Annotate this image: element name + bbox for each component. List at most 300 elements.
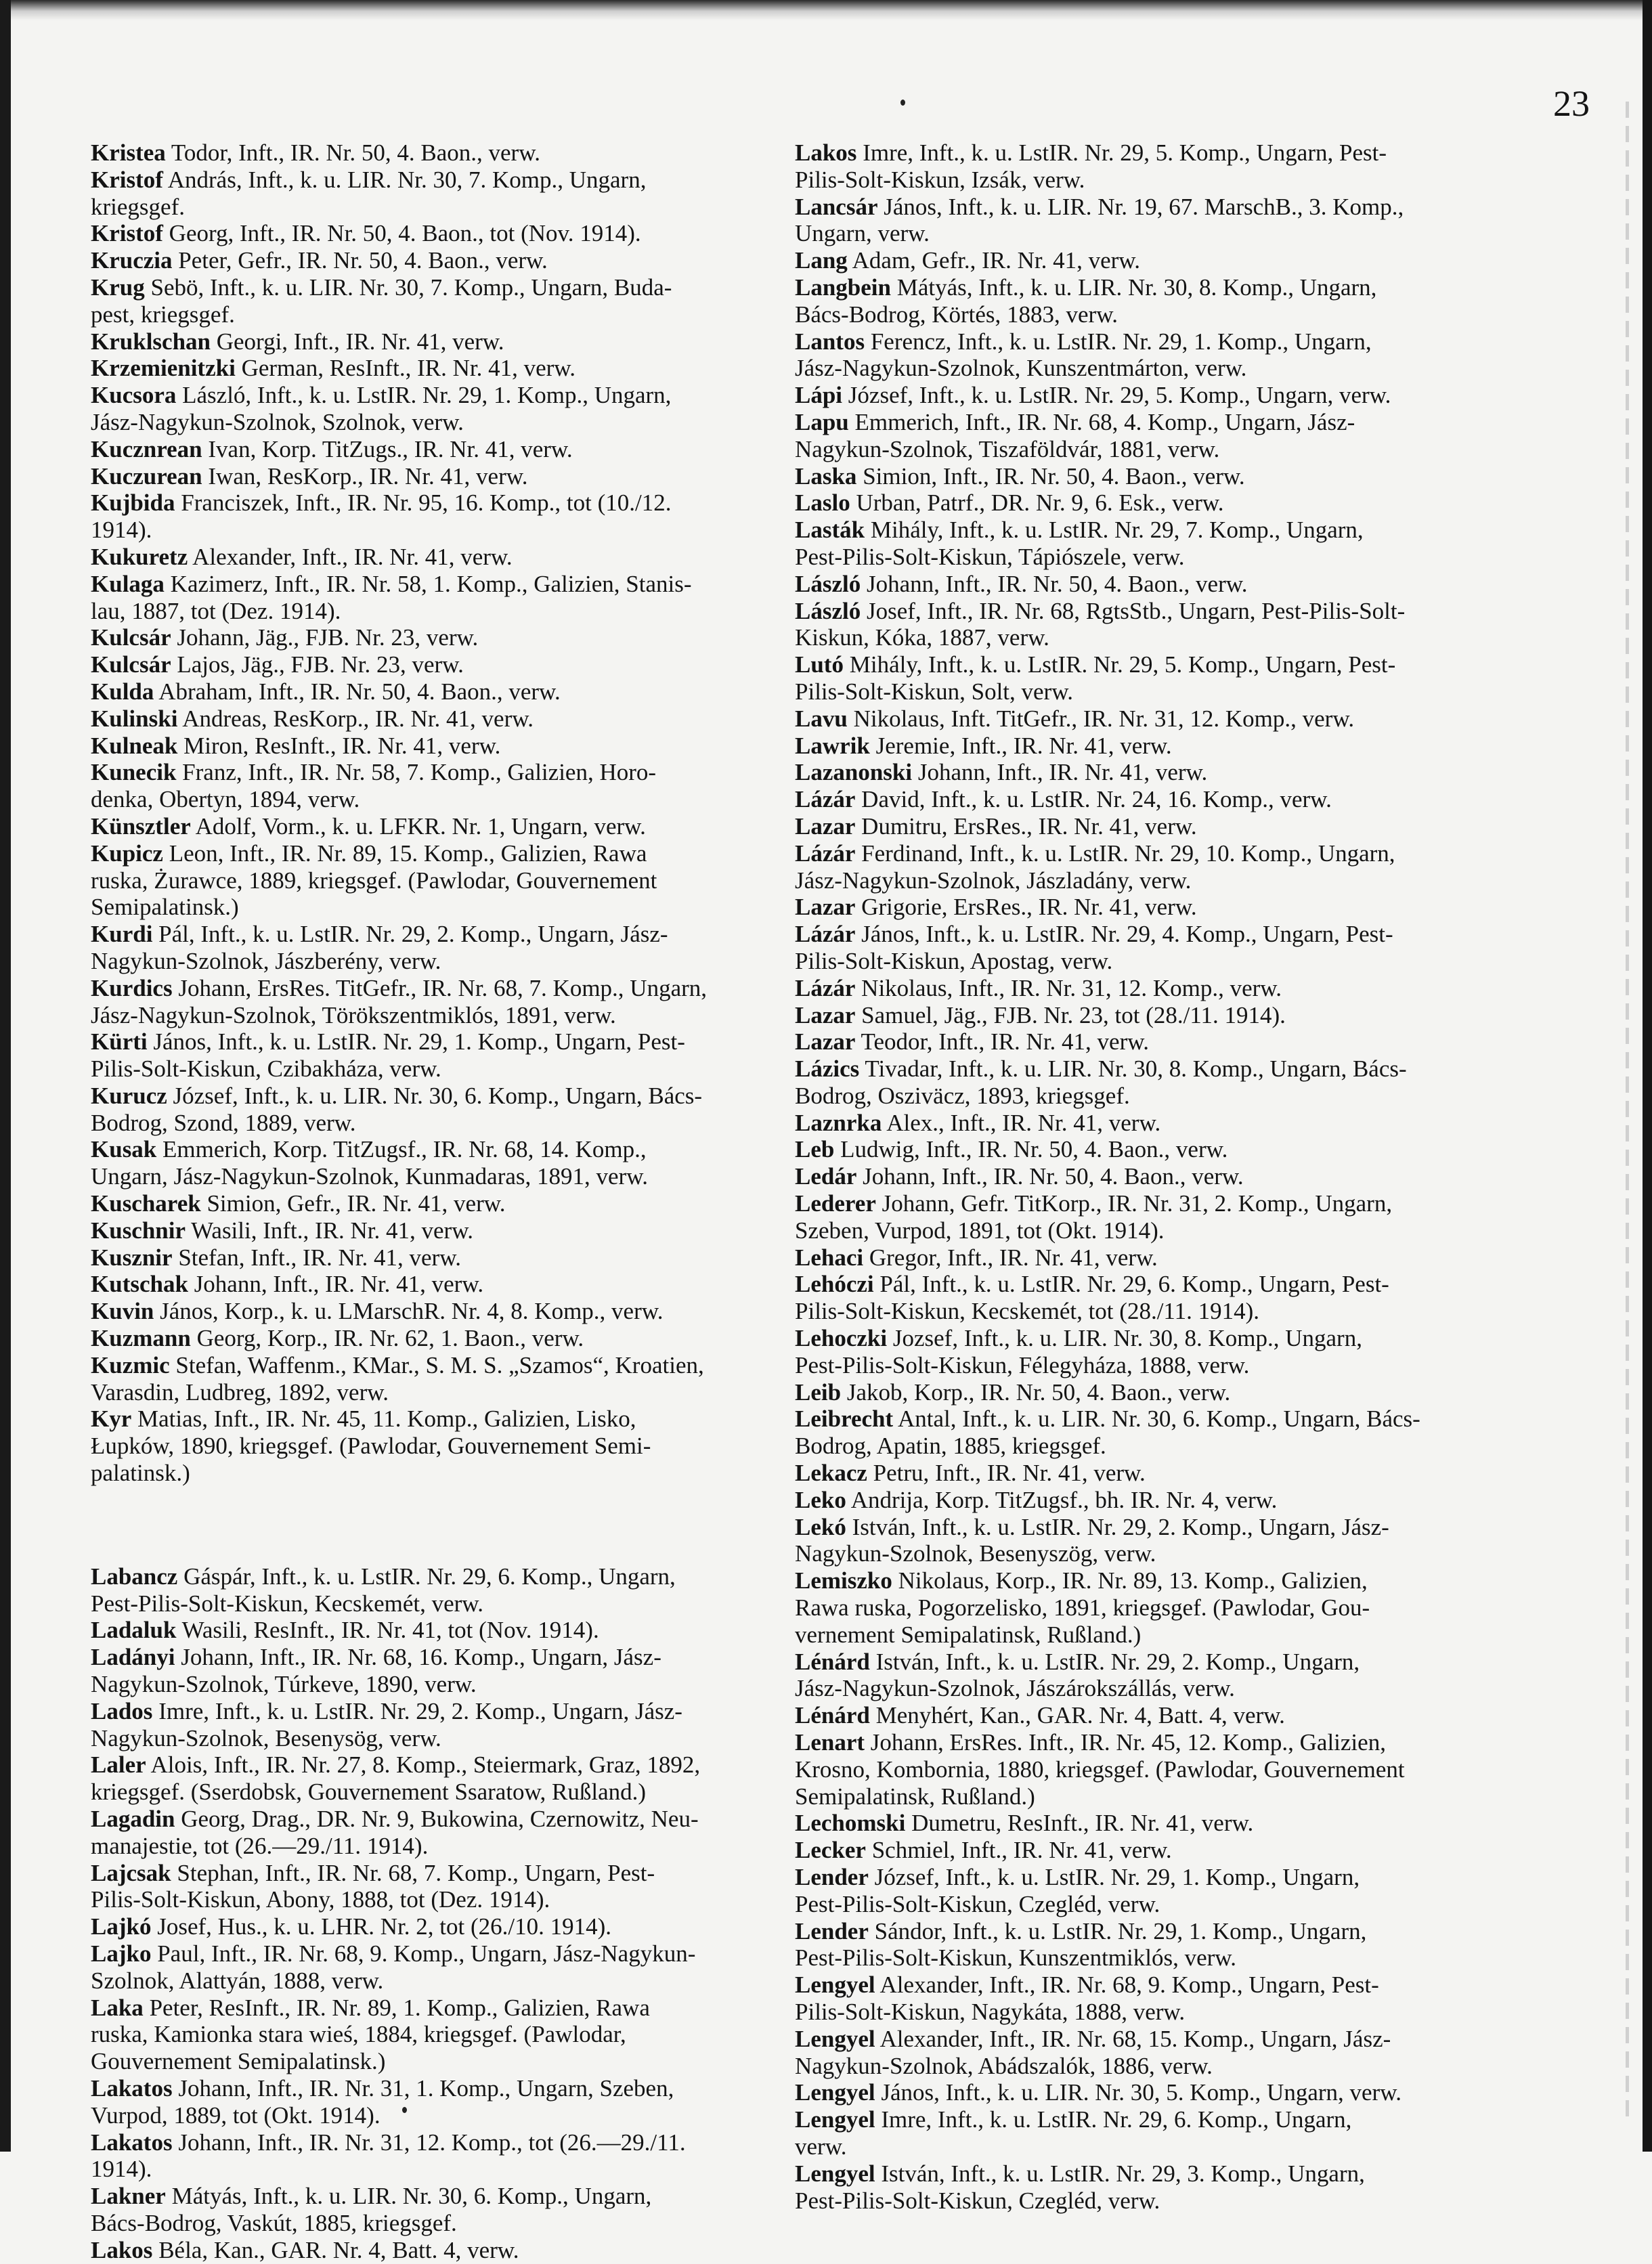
entry-surname: Lecker [795, 1837, 866, 1864]
entry-details: János, Inft., k. u. LstIR. Nr. 29, 1. Komp., Ungarn, Pest- Pilis-Solt-Kiskun, Czibakháza, verw. [91, 1028, 685, 1083]
entry-details: Johann, ErsRes. TitGefr., IR. Nr. 68, 7. Komp., Ungarn, Jász-Nagykun-Szolnok, Törökszentmiklós, 1891, verw. [91, 974, 708, 1028]
entry-surname: Kutschak [91, 1271, 188, 1298]
register-entry [795, 813, 1473, 840]
entry-surname: Lajkó [91, 1913, 152, 1940]
register-entry [91, 1860, 768, 1914]
register-entry [91, 1083, 768, 1137]
register-entry [91, 2237, 768, 2264]
register-entry [91, 463, 768, 490]
entry-details: Stefan, Waffenm., KMar., S. M. S. „Szamos“, Kroatien, Varasdin, Ludbreg, 1892, verw. [91, 1351, 704, 1406]
register-entry [795, 1163, 1473, 1190]
entry-details: Iwan, ResKorp., IR. Nr. 41, verw. [208, 462, 528, 489]
register-entry [795, 1649, 1473, 1703]
entry-surname: Kucznrean [91, 435, 202, 462]
entry-details: Pál, Inft., k. u. LstIR. Nr. 29, 6. Komp., Ungarn, Pest- Pilis-Solt-Kiskun, Kecskemét, tot (28./11. 1914). [795, 1271, 1389, 1325]
entry-surname: Lázár [795, 974, 856, 1001]
register-entry [91, 1325, 768, 1352]
entry-surname: Kulneak [91, 732, 178, 759]
page-number: 23 [1553, 83, 1590, 124]
entry-details: Imre, Inft., k. u. LstIR. Nr. 29, 5. Komp., Ungarn, Pest- Pilis-Solt-Kiskun, Izsák, verw. [795, 139, 1387, 193]
entry-details: David, Inft., k. u. LstIR. Nr. 24, 16. Komp., verw. [861, 786, 1332, 813]
entry-details: Ferencz, Inft., k. u. LstIR. Nr. 29, 1. Komp., Ungarn, Jász-Nagykun-Szolnok, Kunszentmárton, verw. [795, 328, 1372, 382]
entry-surname: Leb [795, 1136, 835, 1163]
entry-details: Todor, Inft., IR. Nr. 50, 4. Baon., verw. [171, 139, 540, 166]
entry-surname: Lavu [795, 705, 848, 732]
register-entry [795, 1406, 1473, 1460]
register-entry [91, 1352, 768, 1406]
entry-surname: Kucsora [91, 382, 177, 409]
entry-details: Leon, Inft., IR. Nr. 89, 15. Komp., Galizien, Rawa ruska, Żurawce, 1889, kriegsgef. (Pawlodar, Gouvernement Semipalatinsk.) [91, 840, 657, 921]
register-entry [91, 2075, 768, 2129]
register-entry [795, 1028, 1473, 1055]
entry-surname: Lakatos [91, 2074, 173, 2102]
section-break [91, 1487, 768, 1563]
entry-details: János, Korp., k. u. LMarschR. Nr. 4, 8. Komp., verw. [160, 1298, 664, 1325]
entry-surname: Lengyel [795, 2106, 875, 2133]
register-entry [91, 247, 768, 274]
entry-surname: Lengyel [795, 1972, 875, 1999]
entry-surname: Leib [795, 1378, 842, 1406]
entry-details: Wasili, ResInft., IR. Nr. 41, tot (Nov. 1914). [181, 1617, 599, 1644]
entry-surname: Kunecik [91, 759, 177, 786]
register-entry [795, 1055, 1473, 1110]
entry-details: Nikolaus, Inft., IR. Nr. 31, 12. Komp., verw. [861, 974, 1282, 1001]
register-entry [91, 436, 768, 463]
register-entry [795, 382, 1473, 409]
entry-surname: Lasták [795, 517, 865, 544]
left-column-k-entries [91, 139, 768, 1487]
register-entry [91, 1617, 768, 1644]
register-entry [795, 1110, 1473, 1137]
entry-surname: Laslo [795, 489, 850, 517]
entry-surname: Lénárd [795, 1702, 870, 1729]
entry-details: Andrija, Korp. TitZugsf., bh. IR. Nr. 4, verw. [850, 1486, 1278, 1513]
register-entry [795, 571, 1473, 598]
entry-details: Johann, ErsRes. Inft., IR. Nr. 45, 12. Komp., Galizien, Krosno, Kombornia, 1880, kriegsgef. (Pawlodar, Gouvernement Semipalatinsk, Rußland.) [795, 1729, 1405, 1810]
entry-surname: Kristof [91, 166, 163, 193]
register-entry [91, 355, 768, 382]
entry-surname: Lajcsak [91, 1859, 171, 1886]
entry-details: Gáspár, Inft., k. u. LstIR. Nr. 29, 6. Komp., Ungarn, Pest-Pilis-Solt-Kiskun, Kecskemét, verw. [91, 1563, 676, 1617]
entry-surname: Kukuretz [91, 543, 188, 570]
entry-surname: Kupicz [91, 840, 163, 867]
register-entry [91, 489, 768, 544]
scan-left-edge [0, 0, 11, 2152]
register-entry [91, 651, 768, 678]
register-entry [795, 705, 1473, 733]
entry-details: Ludwig, Inft., IR. Nr. 50, 4. Baon., verw. [840, 1136, 1228, 1163]
entry-details: Emmerich, Inft., IR. Nr. 68, 4. Komp., Ungarn, Jász- Nagykun-Szolnok, Tiszaföldvár, 1881, verw. [795, 408, 1355, 462]
scan-right-edge [1643, 0, 1652, 2152]
entry-details: Imre, Inft., k. u. LstIR. Nr. 29, 6. Komp., Ungarn, verw. [795, 2106, 1352, 2160]
entry-surname: Lázár [795, 840, 856, 867]
register-entry [91, 1406, 768, 1486]
entry-details: Lajos, Jäg., FJB. Nr. 23, verw. [177, 651, 464, 678]
register-entry [795, 1729, 1473, 1810]
register-entry [795, 1810, 1473, 1837]
entry-surname: Kuczurean [91, 462, 202, 489]
entry-details: Jozsef, Inft., k. u. LIR. Nr. 30, 8. Komp., Ungarn, Pest-Pilis-Solt-Kiskun, Félegyháza, 1888, verw. [795, 1325, 1362, 1378]
entry-surname: Kuschnir [91, 1217, 186, 1244]
register-entry [91, 705, 768, 733]
register-entry [795, 1271, 1473, 1325]
entry-details: Andreas, ResKorp., IR. Nr. 41, verw. [182, 705, 534, 732]
register-entry [91, 2129, 768, 2183]
entry-surname: Lengyel [795, 2025, 875, 2052]
entry-details: Dumetru, ResInft., IR. Nr. 41, verw. [911, 1810, 1254, 1837]
register-entry [795, 598, 1473, 652]
entry-surname: Kulcsár [91, 651, 171, 678]
entry-surname: Lazanonski [795, 759, 913, 786]
entry-surname: Lender [795, 1917, 869, 1944]
scan-top-shadow [11, 0, 1652, 20]
entry-details: Johann, Inft., IR. Nr. 50, 4. Baon., verw. [866, 570, 1248, 597]
entry-details: Johann, Gefr. TitKorp., IR. Nr. 31, 2. Komp., Ungarn, Szeben, Vurpod, 1891, tot (Okt. 1914). [795, 1190, 1393, 1244]
entry-surname: Lajko [91, 1940, 152, 1967]
register-entry [795, 759, 1473, 786]
register-entry [795, 1379, 1473, 1406]
entry-surname: Lakatos [91, 2129, 173, 2156]
entry-details: Jeremie, Inft., IR. Nr. 41, verw. [875, 732, 1172, 759]
register-entry [795, 1190, 1473, 1244]
entry-surname: Kulda [91, 678, 154, 705]
register-entry [795, 1244, 1473, 1271]
entry-details: Teodor, Inft., IR. Nr. 41, verw. [861, 1028, 1149, 1055]
entry-details: József, Inft., k. u. LstIR. Nr. 29, 1. Komp., Ungarn, Pest-Pilis-Solt-Kiskun, Czegléd, verw. [795, 1864, 1360, 1917]
entry-details: Jakob, Korp., IR. Nr. 50, 4. Baon., verw. [846, 1378, 1231, 1406]
entry-surname: Lancsár [795, 193, 878, 220]
entry-details: Dumitru, ErsRes., IR. Nr. 41, verw. [861, 812, 1197, 840]
register-entry [91, 328, 768, 355]
entry-details: Imre, Inft., k. u. LstIR. Nr. 29, 2. Komp., Ungarn, Jász- Nagykun-Szolnok, Besenysög, verw. [91, 1697, 682, 1751]
entry-surname: Lakner [91, 2183, 166, 2210]
entry-surname: Kuzmic [91, 1351, 170, 1378]
entry-surname: Kurdi [91, 921, 153, 948]
entry-surname: Kruczia [91, 247, 173, 274]
entry-surname: Laler [91, 1751, 146, 1779]
entry-details: Grigorie, ErsRes., IR. Nr. 41, verw. [861, 894, 1197, 921]
entry-details: Johann, Inft., IR. Nr. 68, 16. Komp., Ungarn, Jász- Nagykun-Szolnok, Túrkeve, 1890, verw. [91, 1644, 661, 1698]
register-entry [91, 733, 768, 760]
entry-details: Urban, Patrf., DR. Nr. 9, 6. Esk., verw. [856, 489, 1224, 517]
register-entry [91, 1563, 768, 1617]
register-entry [795, 1136, 1473, 1163]
left-column-l-entries [91, 1563, 768, 2264]
entry-details: Josef, Hus., k. u. LHR. Nr. 2, tot (26./10. 1914). [157, 1913, 612, 1940]
register-entry [91, 813, 768, 840]
register-entry [795, 1972, 1473, 2026]
register-entry [91, 139, 768, 167]
entry-details: Johann, Inft., IR. Nr. 50, 4. Baon., verw. [863, 1163, 1244, 1190]
entry-details: Georg, Drag., DR. Nr. 9, Bukowina, Czernowitz, Neu- manajestie, tot (26.—29./11. 1914). [91, 1806, 699, 1859]
register-entry [795, 274, 1473, 328]
register-entry [91, 1136, 768, 1190]
ink-speck [900, 100, 905, 106]
entry-details: Petru, Inft., IR. Nr. 41, verw. [873, 1460, 1146, 1487]
entry-surname: Kürti [91, 1028, 148, 1055]
entry-surname: Kuvin [91, 1298, 154, 1325]
entry-surname: Kulinski [91, 705, 178, 732]
register-entry [91, 1644, 768, 1698]
scan-perforation [1626, 102, 1629, 2119]
register-entry [795, 1325, 1473, 1379]
entry-details: Peter, ResInft., IR. Nr. 89, 1. Komp., Galizien, Rawa ruska, Kamionka stara wieś, 1884, kriegsgef. (Pawlodar, Gouvernement Semipalatinsk.) [91, 1994, 650, 2075]
entry-details: Nikolaus, Inft. TitGefr., IR. Nr. 31, 12. Komp., verw. [853, 705, 1355, 732]
entry-surname: Lázics [795, 1055, 860, 1083]
entry-details: Alois, Inft., IR. Nr. 27, 8. Komp., Steiermark, Graz, 1892, kriegsgef. (Sserdobsk, Gouvernement Ssaratow, Rußland.) [91, 1751, 701, 1806]
entry-surname: Kurdics [91, 974, 173, 1001]
entry-details: Béla, Kan., GAR. Nr. 4, Batt. 4, verw. [158, 2236, 519, 2263]
entry-details: Simion, Gefr., IR. Nr. 41, verw. [206, 1190, 506, 1217]
entry-surname: Kurucz [91, 1082, 167, 1109]
entry-surname: Lengyel [795, 2079, 875, 2106]
entry-details: Josef, Inft., IR. Nr. 68, RgtsStb., Ungarn, Pest-Pilis-Solt- Kiskun, Kóka, 1887, verw. [795, 597, 1406, 651]
entry-surname: Laznrka [795, 1109, 882, 1136]
entry-details: József, Inft., k. u. LstIR. Nr. 29, 5. Komp., Ungarn, verw. [848, 382, 1391, 409]
register-entry [91, 2183, 768, 2237]
register-entry [91, 1806, 768, 1860]
entry-surname: Kulaga [91, 570, 165, 597]
register-entry [91, 1217, 768, 1244]
entry-surname: Lehaci [795, 1244, 864, 1271]
register-entry [795, 921, 1473, 975]
entry-surname: Kyr [91, 1406, 132, 1433]
entry-details: Johann, Inft., IR. Nr. 41, verw. [194, 1271, 484, 1298]
entry-surname: Kristea [91, 139, 166, 166]
entry-details: Sebö, Inft., k. u. LIR. Nr. 30, 7. Komp., Ungarn, Buda- pest, kriegsgef. [91, 274, 672, 328]
entry-details: Stephan, Inft., IR. Nr. 68, 7. Komp., Ungarn, Pest- Pilis-Solt-Kiskun, Abony, 1888, tot (Dez. 1914). [91, 1859, 655, 1913]
entry-surname: Lazar [795, 1001, 856, 1028]
entry-surname: Leko [795, 1486, 846, 1513]
entry-surname: Kujbida [91, 489, 175, 517]
entry-details: Samuel, Jäg., FJB. Nr. 23, tot (28./11. 1914). [861, 1001, 1286, 1028]
entry-details: Adam, Gefr., IR. Nr. 41, verw. [852, 247, 1141, 274]
register-entry [795, 975, 1473, 1002]
register-entry [91, 1940, 768, 1995]
entry-surname: Labancz [91, 1563, 178, 1590]
entry-details: Schmiel, Inft., IR. Nr. 41, verw. [871, 1837, 1172, 1864]
entry-details: István, Inft., k. u. LstIR. Nr. 29, 2. Komp., Ungarn, Jász-Nagykun-Szolnok, Jászárokszállás, verw. [795, 1648, 1360, 1702]
entry-surname: Lapu [795, 408, 849, 435]
register-entry [795, 840, 1473, 894]
register-entry [91, 1751, 768, 1806]
entry-surname: Lekó [795, 1513, 846, 1540]
entry-surname: Kristof [91, 220, 163, 247]
register-entry [795, 139, 1473, 194]
entry-details: Pál, Inft., k. u. LstIR. Nr. 29, 2. Komp., Ungarn, Jász- Nagykun-Szolnok, Jászberény, verw. [91, 921, 668, 974]
register-entry [795, 489, 1473, 517]
entry-surname: Ladaluk [91, 1617, 177, 1644]
register-entry [91, 167, 768, 221]
register-entry [91, 1271, 768, 1298]
entry-surname: Kusznir [91, 1244, 173, 1271]
entry-surname: Laka [91, 1994, 144, 2021]
entry-surname: Lemiszko [795, 1567, 892, 1594]
entry-surname: Lazar [795, 1028, 856, 1055]
register-entry [795, 2106, 1473, 2160]
entry-surname: Lehoczki [795, 1325, 888, 1352]
register-entry [91, 544, 768, 571]
entry-surname: Leibrecht [795, 1406, 894, 1433]
entry-surname: Langbein [795, 274, 891, 301]
register-entry [91, 274, 768, 328]
entry-details: German, ResInft., IR. Nr. 41, verw. [241, 355, 576, 382]
register-entry [91, 1298, 768, 1325]
register-entry [795, 1918, 1473, 1972]
register-entry [91, 220, 768, 247]
entry-surname: Lutó [795, 651, 844, 678]
register-entry [91, 975, 768, 1029]
register-entry [91, 624, 768, 651]
entry-surname: Lender [795, 1864, 869, 1890]
register-entry [91, 1995, 768, 2075]
entry-details: Johann, Inft., IR. Nr. 41, verw. [917, 759, 1208, 786]
entry-details: Ferdinand, Inft., k. u. LstIR. Nr. 29, 10. Komp., Ungarn, Jász-Nagykun-Szolnok, Jászladány, verw. [795, 840, 1395, 894]
entry-details: Georg, Korp., IR. Nr. 62, 1. Baon., verw. [196, 1325, 584, 1352]
entry-surname: Lázár [795, 786, 856, 813]
entry-surname: Lazar [795, 894, 856, 921]
register-entry [795, 786, 1473, 813]
entry-surname: Kuscharek [91, 1190, 201, 1217]
entry-surname: Künsztler [91, 812, 191, 840]
register-entry [91, 840, 768, 921]
register-entry [795, 651, 1473, 705]
register-entry [795, 894, 1473, 921]
entry-details: Ivan, Korp. TitZugs., IR. Nr. 41, verw. [208, 435, 573, 462]
entry-details: Tivadar, Inft., k. u. LIR. Nr. 30, 8. Komp., Ungarn, Bács- Bodrog, Osziväcz, 1893, kriegsgef. [795, 1055, 1407, 1109]
register-entry [795, 2026, 1473, 2080]
entry-details: Alexander, Inft., IR. Nr. 68, 9. Komp., Ungarn, Pest- Pilis-Solt-Kiskun, Nagykáta, 1888, verw. [795, 1972, 1379, 2025]
entry-details: Kazimerz, Inft., IR. Nr. 58, 1. Komp., Galizien, Stanis- lau, 1887, tot (Dez. 1914). [91, 570, 692, 624]
entry-details: János, Inft., k. u. LIR. Nr. 19, 67. MarschB., 3. Komp., Ungarn, verw. [795, 193, 1404, 247]
register-entry [91, 1028, 768, 1083]
register-entry [91, 678, 768, 705]
entry-details: Georgi, Inft., IR. Nr. 41, verw. [216, 328, 504, 355]
entry-surname: Lakos [91, 2236, 153, 2263]
entry-details: Simion, Inft., IR. Nr. 50, 4. Baon., verw. [863, 462, 1245, 489]
entry-surname: Lenart [795, 1729, 865, 1756]
entry-surname: Kulcsár [91, 624, 171, 651]
entry-surname: Kruklschan [91, 328, 211, 355]
entry-surname: Lederer [795, 1190, 876, 1217]
register-entry [91, 1698, 768, 1752]
entry-surname: Ledár [795, 1163, 857, 1190]
entry-details: Paul, Inft., IR. Nr. 68, 9. Komp., Ungarn, Jász-Nagykun- Szolnok, Alattyán, 1888, verw. [91, 1940, 696, 1994]
entry-surname: Lázár [795, 921, 856, 948]
entry-surname: Krug [91, 274, 145, 301]
entry-details: Menyhért, Kan., GAR. Nr. 4, Batt. 4, verw. [875, 1702, 1285, 1729]
register-entry [91, 1190, 768, 1217]
register-entry [795, 328, 1473, 383]
register-entry [795, 194, 1473, 248]
entry-details: Wasili, Inft., IR. Nr. 41, verw. [191, 1217, 473, 1244]
register-entry [795, 2079, 1473, 2106]
entry-details: János, Inft., k. u. LIR. Nr. 30, 5. Komp., Ungarn, verw. [881, 2079, 1401, 2106]
entry-surname: Lang [795, 247, 848, 274]
register-entry [795, 2160, 1473, 2215]
register-entry [91, 921, 768, 975]
entry-surname: László [795, 570, 861, 597]
entry-details: Mihály, Inft., k. u. LstIR. Nr. 29, 7. Komp., Ungarn, Pest-Pilis-Solt-Kiskun, Tápiószele, verw. [795, 517, 1364, 570]
register-entry [795, 517, 1473, 571]
register-entry [795, 1567, 1473, 1648]
entry-surname: Kuzmann [91, 1325, 191, 1352]
entry-surname: Lápi [795, 382, 843, 409]
entry-details: Alexander, Inft., IR. Nr. 68, 15. Komp., Ungarn, Jász- Nagykun-Szolnok, Abádszalók, 1886, verw. [795, 2025, 1391, 2079]
entry-surname: Lechomski [795, 1810, 906, 1837]
entry-details: István, Inft., k. u. LstIR. Nr. 29, 3. Komp., Ungarn, Pest-Pilis-Solt-Kiskun, Czegléd, verw. [795, 2160, 1365, 2214]
register-entry [795, 409, 1473, 463]
register-entry [91, 759, 768, 813]
entry-details: Mátyás, Inft., k. u. LIR. Nr. 30, 6. Komp., Ungarn, Bács-Bodrog, Vaskút, 1885, kriegsgef. [91, 2183, 652, 2236]
entry-surname: Lengyel [795, 2160, 875, 2187]
entry-details: Mihály, Inft., k. u. LstIR. Nr. 29, 5. Komp., Ungarn, Pest- Pilis-Solt-Kiskun, Solt, verw. [795, 651, 1396, 705]
register-entry [795, 1514, 1473, 1568]
register-entry [91, 382, 768, 436]
register-entry [795, 1487, 1473, 1514]
entry-details: Nikolaus, Korp., IR. Nr. 89, 13. Komp., Galizien, Rawa ruska, Pogorzelisko, 1891, kriegsgef. (Pawlodar, Gou- vernement Semipalatinsk, Rußland.) [795, 1567, 1370, 1648]
right-column-l-entries [795, 139, 1473, 2214]
entry-details: István, Inft., k. u. LstIR. Nr. 29, 2. Komp., Ungarn, Jász- Nagykun-Szolnok, Besenyszög, verw. [795, 1513, 1389, 1567]
entry-details: Adolf, Vorm., k. u. LFKR. Nr. 1, Ungarn, verw. [195, 812, 646, 840]
entry-surname: Lazar [795, 812, 856, 840]
entry-details: Stefan, Inft., IR. Nr. 41, verw. [178, 1244, 461, 1271]
register-entry [795, 1702, 1473, 1729]
register-entry [795, 1837, 1473, 1864]
entry-details: Georg, Inft., IR. Nr. 50, 4. Baon., tot (Nov. 1914). [169, 220, 641, 247]
entry-surname: Lantos [795, 328, 865, 355]
entry-details: János, Inft., k. u. LstIR. Nr. 29, 4. Komp., Ungarn, Pest- Pilis-Solt-Kiskun, Apostag, verw. [795, 921, 1393, 974]
entry-details: Sándor, Inft., k. u. LstIR. Nr. 29, 1. Komp., Ungarn, Pest-Pilis-Solt-Kiskun, Kunszentmiklós, verw. [795, 1917, 1367, 1972]
entry-surname: Ladányi [91, 1644, 175, 1671]
entry-details: Miron, ResInft., IR. Nr. 41, verw. [183, 732, 501, 759]
register-entry [795, 463, 1473, 490]
entry-details: Emmerich, Korp. TitZugsf., IR. Nr. 68, 14. Komp., Ungarn, Jász-Nagykun-Szolnok, Kunmadaras, 1891, verw. [91, 1136, 648, 1190]
register-entry [91, 571, 768, 625]
entry-surname: Lagadin [91, 1806, 175, 1833]
entry-surname: Lehóczi [795, 1271, 874, 1298]
right-column [795, 139, 1473, 2214]
entry-surname: Lekacz [795, 1460, 867, 1487]
register-entry [795, 733, 1473, 760]
entry-details: Mátyás, Inft., k. u. LIR. Nr. 30, 8. Komp., Ungarn, Bács-Bodrog, Körtés, 1883, verw. [795, 274, 1377, 328]
register-entry [795, 1864, 1473, 1918]
entry-surname: Lénárd [795, 1648, 870, 1675]
entry-details: Alexander, Inft., IR. Nr. 41, verw. [192, 543, 513, 570]
entry-surname: Lados [91, 1697, 153, 1724]
entry-surname: Laska [795, 462, 857, 489]
entry-surname: László [795, 597, 861, 624]
register-entry [91, 1244, 768, 1271]
register-entry [91, 1913, 768, 1940]
entry-details: András, Inft., k. u. LIR. Nr. 30, 7. Komp., Ungarn, kriegsgef. [91, 166, 647, 220]
entry-details: Peter, Gefr., IR. Nr. 50, 4. Baon., verw. [178, 247, 548, 274]
entry-surname: Kusak [91, 1136, 157, 1163]
entry-details: Matias, Inft., IR. Nr. 45, 11. Komp., Galizien, Lisko, Łupków, 1890, kriegsgef. (Pawlodar, Gouvernement Semi- palatinsk.) [91, 1406, 651, 1487]
entry-details: Antal, Inft., k. u. LIR. Nr. 30, 6. Komp., Ungarn, Bács- Bodrog, Apatin, 1885, kriegsgef. [795, 1406, 1420, 1460]
entry-details: Franciszek, Inft., IR. Nr. 95, 16. Komp., tot (10./12. 1914). [91, 489, 672, 544]
entry-details: Franz, Inft., IR. Nr. 58, 7. Komp., Galizien, Horo- denka, Obertyn, 1894, verw. [91, 759, 657, 813]
register-entry [795, 247, 1473, 274]
entry-details: Johann, Inft., IR. Nr. 31, 1. Komp., Ungarn, Szeben, Vurpod, 1889, tot (Okt. 1914). [91, 2074, 674, 2129]
entry-details: Abraham, Inft., IR. Nr. 50, 4. Baon., verw. [158, 678, 561, 705]
register-entry [795, 1002, 1473, 1029]
entry-details: László, Inft., k. u. LstIR. Nr. 29, 1. Komp., Ungarn, Jász-Nagykun-Szolnok, Szolnok, verw. [91, 382, 672, 435]
entry-details: Alex., Inft., IR. Nr. 41, verw. [886, 1109, 1161, 1136]
entry-details: Johann, Inft., IR. Nr. 31, 12. Komp., tot (26.—29./11. 1914). [91, 2129, 686, 2183]
entry-details: Johann, Jäg., FJB. Nr. 23, verw. [177, 624, 479, 651]
register-entry [795, 1460, 1473, 1487]
